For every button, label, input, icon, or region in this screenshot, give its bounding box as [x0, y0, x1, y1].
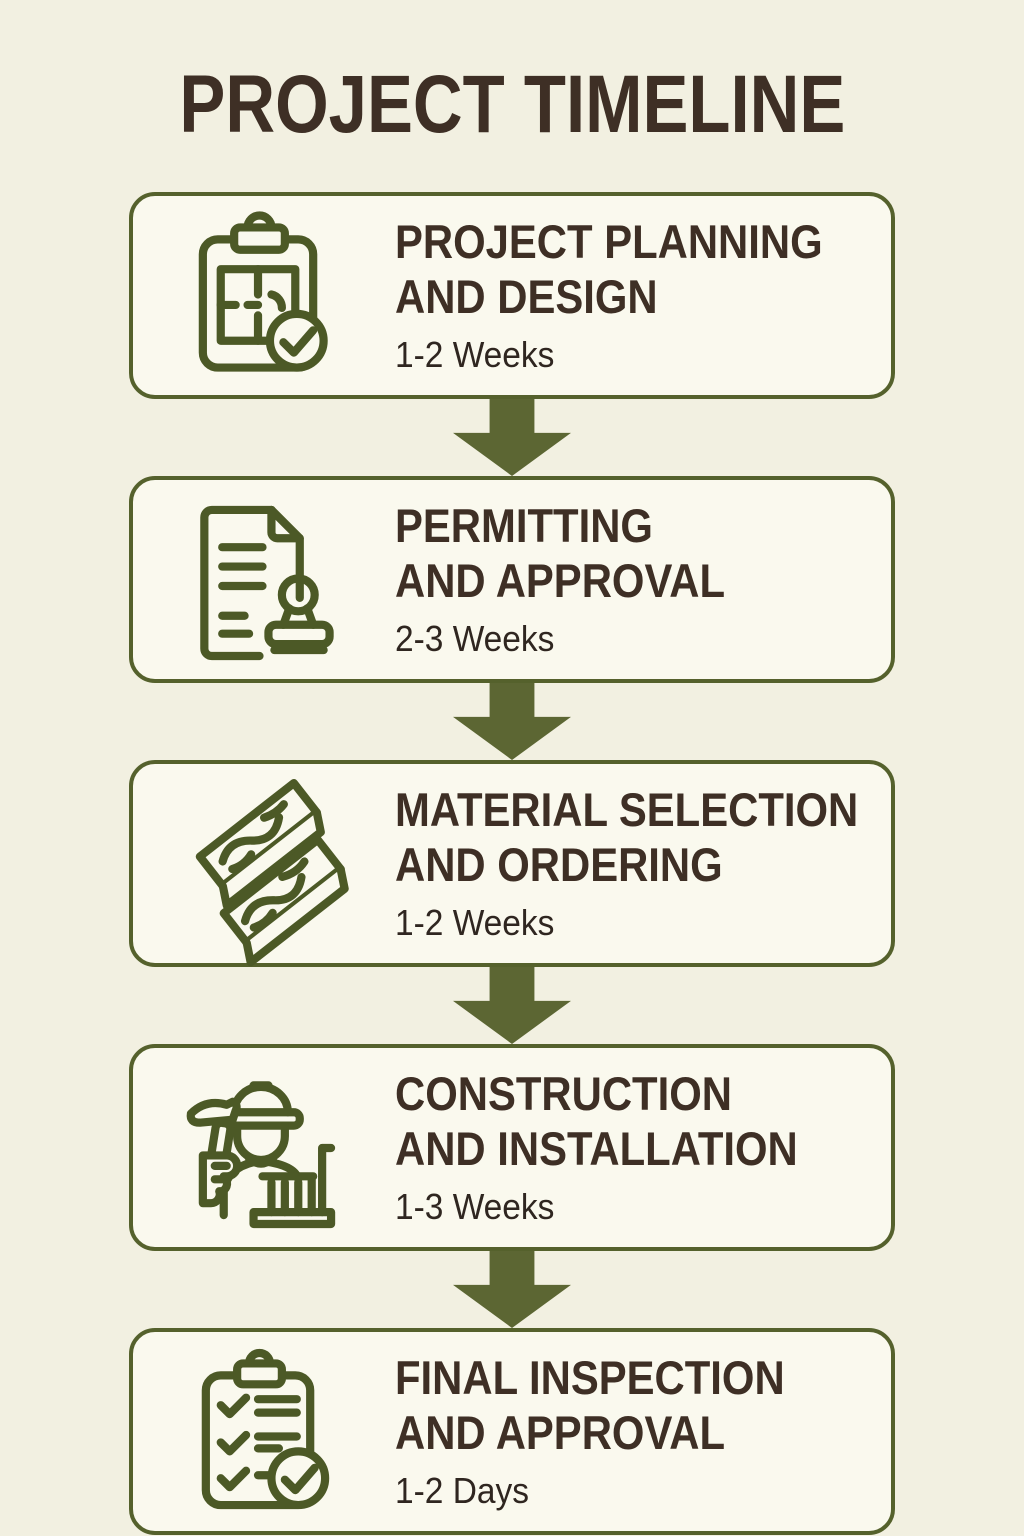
page-title-text: PROJECT TIMELINE: [179, 59, 845, 150]
checklist-approval-icon: [179, 1350, 343, 1514]
stage-title-line1: PERMITTING: [395, 499, 653, 553]
down-arrow-icon: [453, 967, 571, 1044]
construction-worker-icon: [179, 1066, 343, 1230]
down-arrow-icon: [453, 683, 571, 760]
document-stamp-icon: [179, 498, 343, 662]
stage-title: [395, 499, 725, 608]
stage-text: [395, 499, 766, 659]
stage-title: [395, 215, 823, 324]
stage-title: [395, 1067, 798, 1176]
stage-title: [395, 1351, 785, 1460]
stage-title-line2: AND INSTALLATION: [395, 1122, 798, 1175]
stage-box-planning: [129, 192, 895, 399]
stage-duration: 1-3 Weeks: [395, 1185, 555, 1227]
stage-title-line2: AND APPROVAL: [395, 554, 726, 607]
clipboard-floorplan-check-icon: [179, 214, 343, 378]
stage-title: [395, 783, 858, 892]
stage-title-line2: AND DESIGN: [395, 270, 658, 323]
stage-text: [395, 783, 916, 943]
page-title: [0, 0, 1024, 152]
stage-text: [395, 1351, 833, 1511]
stage-box-materials: [129, 760, 895, 967]
down-arrow-icon: [453, 1251, 571, 1328]
stage-title-line1: PROJECT PLANNING: [395, 215, 823, 269]
stage-box-permitting: [129, 476, 895, 683]
down-arrow-icon: [453, 399, 571, 476]
stage-box-inspection: [129, 1328, 895, 1535]
stage-title-line1: FINAL INSPECTION: [395, 1351, 785, 1405]
stage-duration: 1-2 Weeks: [395, 901, 555, 943]
stage-title-line2: AND APPROVAL: [395, 1406, 726, 1459]
stage-title-line2: AND ORDERING: [395, 838, 723, 891]
stage-text: [395, 1067, 848, 1227]
stage-box-construction: [129, 1044, 895, 1251]
stage-title-line1: MATERIAL SELECTION: [395, 783, 859, 837]
wood-planks-icon: [179, 782, 343, 946]
stage-duration: 1-2 Weeks: [395, 333, 555, 375]
stage-duration: 2-3 Weeks: [395, 617, 555, 659]
stage-title-line1: CONSTRUCTION: [395, 1067, 732, 1121]
stage-duration: 1-2 Days: [395, 1469, 529, 1511]
timeline-flow: [0, 192, 1024, 1535]
stage-text: [395, 215, 876, 375]
